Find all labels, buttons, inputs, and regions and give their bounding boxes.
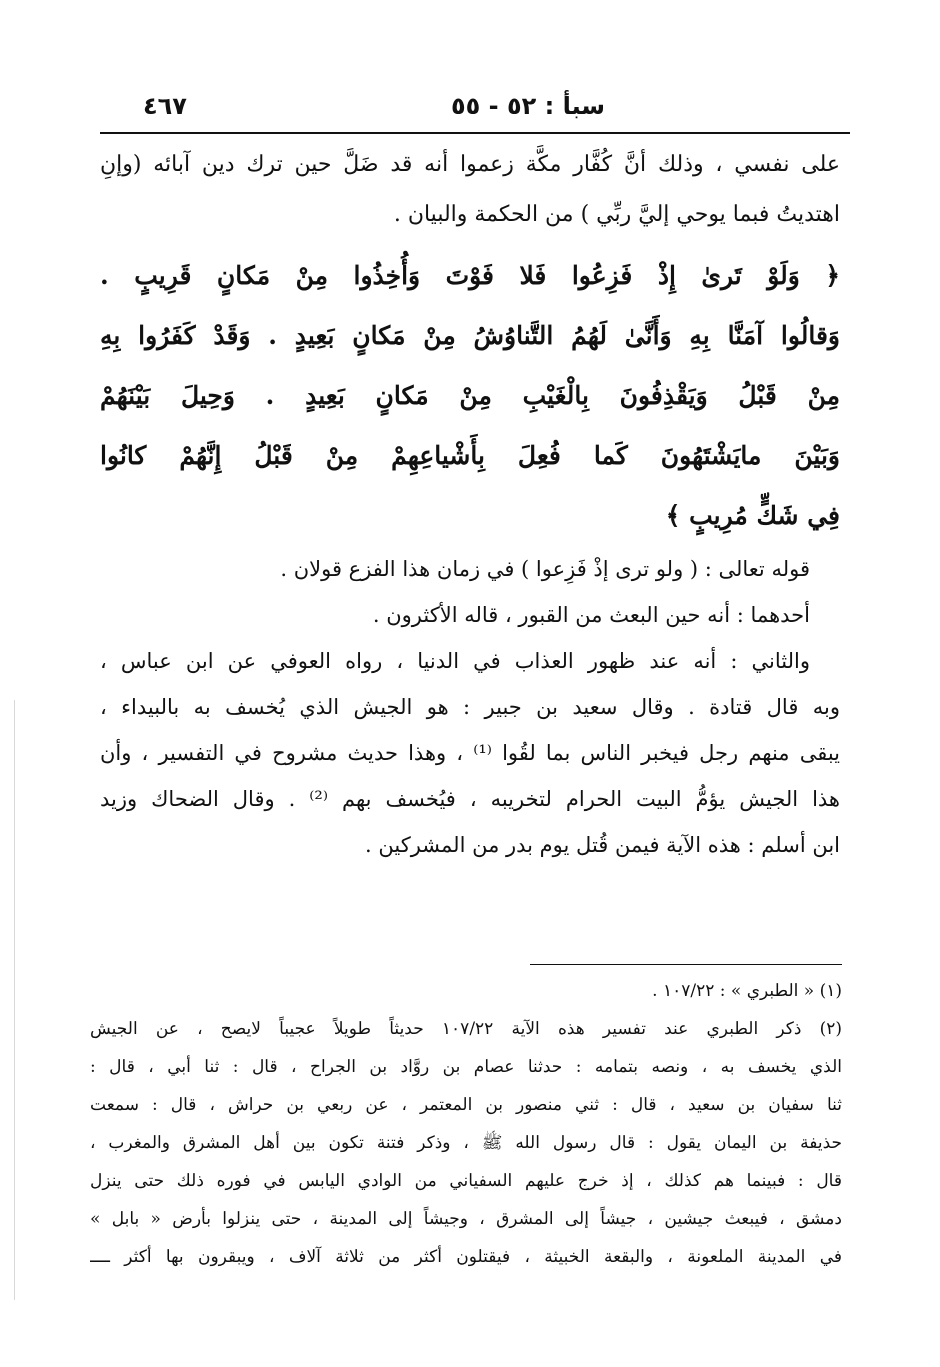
- footnote-line: حذيفة بن اليمان يقول : قال رسول الله ﷺ ، وذكر فتنة تكون بين أهل المشرق والمغرب ،: [90, 1133, 842, 1153]
- text-line: على نفسي ، وذلك أنَّ كُفَّار مكَّة زعموا أنه قد ضَلَّ حين ترك دين آبائه (وإنِ: [100, 152, 840, 177]
- commentary-line: والثاني : أنه عند ظهور العذاب في الدنيا ، رواه العوفي عن ابن عباس ،: [100, 649, 810, 673]
- footnote-rule: [530, 964, 842, 965]
- footnote-line: قال : فبينما هم كذلك ، إذ خرج عليهم السفياني من الوادي اليابس في فوره ذلك حتى ينزل: [90, 1171, 842, 1191]
- text-line: اهتديتُ فبما يوحي إليَّ ربِّي ) من الحكمة والبيان .: [393, 202, 840, 227]
- footnote-line: ثنا سفيان بن سعيد ، قال : ثني منصور بن المعتمر ، عن ربعي بن حراش ، قال : سمعت: [90, 1095, 842, 1115]
- quran-verse-line: وَبَيْنَ مايَشْتَهُونَ كَما فُعِلَ بِأَشْياعِهِمْ مِنْ قَبْلُ إِنَّهُمْ كانُوا: [100, 441, 840, 470]
- commentary-line: هذا الجيش يؤمُّ البيت الحرام لتخريبه ، فيُخسف بهم ⁽²⁾ . وقال الضحاك وزيد: [100, 787, 840, 811]
- commentary-line: أحدهما : أنه حين البعث من القبور ، قاله الأكثرون .: [372, 603, 810, 627]
- running-title: سبأ : ٥٢ - ٥٥: [451, 92, 605, 120]
- footnote-line: (٢) ذكر الطبري عند تفسير هذه الآية ١٠٧/٢٢ حديثاً طويلاً عجيباً لايصح ، عن الجيش: [90, 1019, 842, 1039]
- scan-margin-line: [14, 700, 15, 1300]
- page-number: ٤٦٧: [143, 92, 187, 120]
- quran-verse-line: مِنْ قَبْلُ وَيَقْذِفُونَ بِالْغَيْبِ مِنْ مَكانٍ بَعِيدٍ . وَحِيلَ بَيْنَهُمْ: [100, 381, 840, 410]
- quran-verse-line: وَقالُوا آمَنَّا بِهِ وَأَنَّىٰ لَهُمُ التَّناوُشُ مِنْ مَكانٍ بَعِيدٍ . وَقَدْ كَفَرُوا بِهِ: [100, 321, 840, 350]
- quran-verse-line: فِي شَكٍّ مُرِيبٍ ﴾: [665, 501, 840, 530]
- footnote-line: الذي يخسف به ، ونصه بتمامه : حدثنا عصام بن روَّاد بن الجراح ، قال : ثنا أبي ، قال :: [90, 1057, 842, 1077]
- footnotes: [90, 972, 842, 1276]
- commentary-line: ابن أسلم : هذه الآية فيمن قُتل يوم بدر من المشركين .: [365, 833, 840, 857]
- page-header: [105, 88, 845, 128]
- quran-verse-line: ﴿ وَلَوْ تَرىٰ إِذْ فَزِعُوا فَلا فَوْتَ وَأُخِذُوا مِنْ مَكانٍ قَرِيبٍ .: [100, 261, 840, 290]
- footnote-line: دمشق ، فيبعث جيشين ، جيشاً إلى المشرق ، وجيشاً إلى المدينة ، حتى ينزلوا بأرض « بابل »: [90, 1209, 842, 1229]
- commentary-line: وبه قال قتادة . وقال سعيد بن جبير : هو الجيش الذي يُخسف به بالبيداء ،: [100, 695, 840, 719]
- footnote-line: (١) « الطبري » : ١٠٧/٢٢ .: [652, 981, 842, 1001]
- header-rule: [100, 132, 850, 134]
- footnote-line: في المدينة الملعونة ، والبقعة الخبيثة ، فيقتلون أكثر من ثلاثة آلاف ، ويبقرون بها أكثر ــــ: [90, 1247, 842, 1267]
- main-text: [100, 140, 840, 868]
- commentary-line: قوله تعالى : ( ولو ترى إذْ فَزِعوا ) في زمان هذا الفزع قولان .: [280, 557, 810, 581]
- commentary-line: يبقى منهم رجل فيخبر الناس بما لقُوا ⁽¹⁾ ، وهذا حديث مشروح في التفسير ، وأن: [100, 741, 840, 765]
